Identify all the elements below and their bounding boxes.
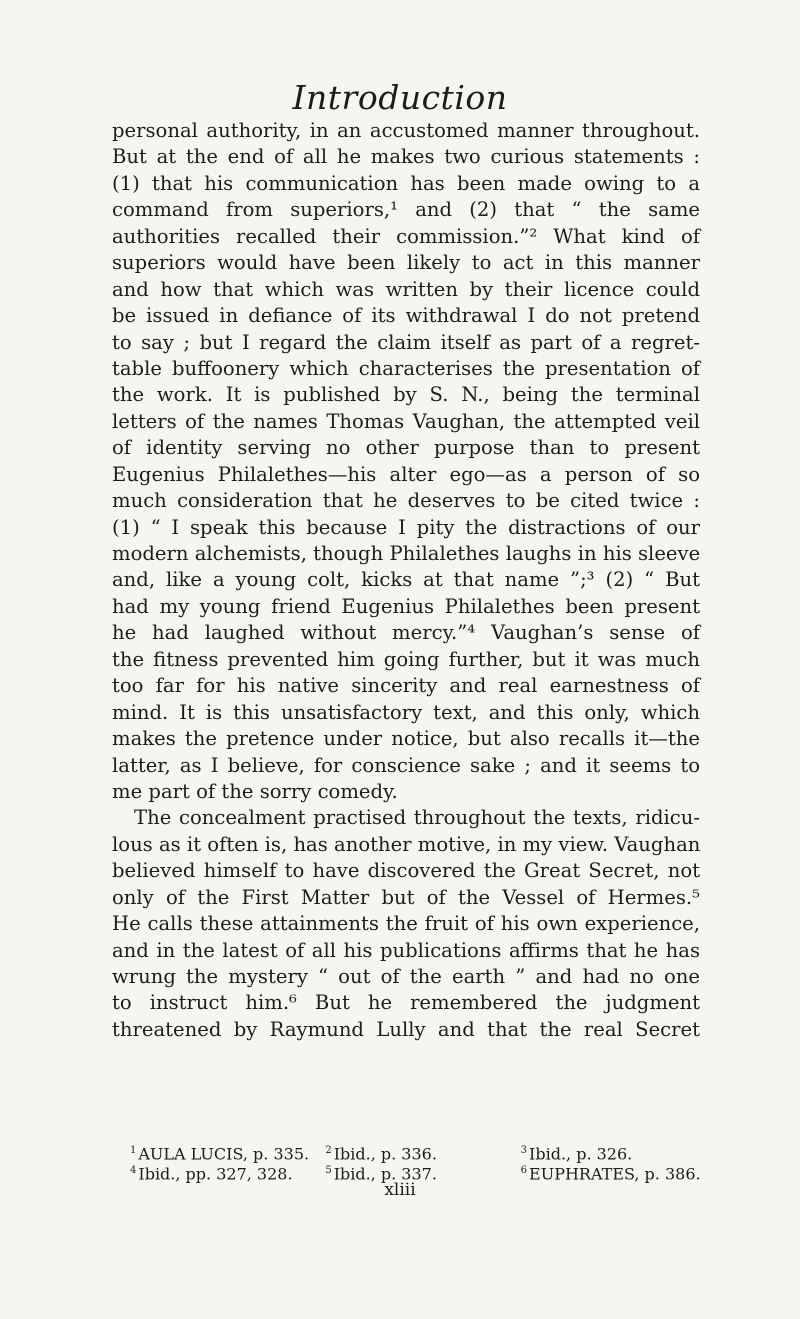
body-line: and in the latest of all his publications affirms that he has	[112, 938, 700, 962]
body-line: lous as it often is, has another motive, in my view. Vaughan	[112, 832, 701, 856]
footnote	[311, 1141, 506, 1164]
body-line: personal authority, in an accustomed manner throughout.	[112, 119, 700, 142]
footnote-mark: 6	[520, 1165, 528, 1176]
footnote-mark: 5	[325, 1165, 332, 1176]
body-line: be issued in defiance of its withdrawal I do not pretend	[112, 304, 700, 328]
page-number: xliii	[384, 1180, 416, 1200]
footnote-text: Ibid., p. 326.	[529, 1144, 633, 1164]
body-line: command from superiors,¹ and (2) that “ the same	[112, 198, 700, 222]
body-line: to say ; but I regard the claim itself as part of a regret-	[112, 330, 700, 354]
body-line: Eugenius Philalethes—his alter ego—as a person of so	[112, 462, 700, 486]
body-line: and, like a young colt, kicks at that name ”;³ (2) “ But	[112, 568, 700, 592]
body-line: authorities recalled their commission.”² What kind of	[112, 224, 700, 248]
body-line: latter, as I believe, for conscience sake ; and it seems to	[112, 753, 700, 777]
footnote-text: Ibid., p. 336.	[333, 1144, 437, 1164]
body-line: he had laughed without mercy.”⁴ Vaughan’s sense of	[112, 621, 700, 645]
body-line: superiors would have been likely to act in this manner	[112, 251, 700, 275]
footnote-text: Ibid., p. 337.	[333, 1164, 437, 1184]
footnote-text: EUPHRATES, p. 386.	[529, 1164, 701, 1184]
body-line: wrung the mystery “ out of the earth ” and had no one	[112, 965, 700, 988]
body-line: makes the pretence under notice, but also recalls it—the	[112, 727, 700, 751]
footnote	[507, 1161, 702, 1184]
body-line: me part of the sorry comedy.	[112, 779, 398, 803]
body-line: He calls these attainments the fruit of his own experience,	[112, 912, 700, 936]
body-line: the work. It is published by S. N., being the terminal	[112, 383, 700, 407]
body-text	[112, 118, 700, 1043]
body-line: mind. It is this unsatisfactory text, and this only, which	[112, 700, 700, 724]
body-line: the fitness prevented him going further, but it was much	[112, 647, 700, 671]
footnote-mark: 2	[325, 1145, 332, 1156]
body-line: believed himself to have discovered the Great Secret, not	[112, 859, 700, 883]
body-line: (1) “ I speak this because I pity the distractions of our	[112, 515, 700, 539]
body-line: only of the First Matter but of the Vessel of Hermes.⁵	[112, 885, 700, 909]
footnote	[507, 1141, 702, 1164]
body-line: letters of the names Thomas Vaughan, the attempted veil	[112, 409, 700, 433]
running-header: Introduction	[292, 78, 508, 117]
footnote	[112, 1161, 311, 1184]
body-line: modern alchemists, though Philalethes laughs in his sleeve	[112, 542, 701, 565]
footnotes	[112, 1141, 702, 1184]
body-line: too far for his native sincerity and real earnestness of	[112, 674, 700, 698]
body-line: (1) that his communication has been made owing to a	[112, 171, 700, 195]
body-line: threatened by Raymund Lully and that the real Secret	[112, 1017, 700, 1041]
body-line: much consideration that he deserves to be cited twice :	[112, 489, 700, 513]
body-line: The concealment practised throughout the texts, ridicu-	[134, 806, 700, 830]
footnote-text: Ibid., pp. 327, 328.	[138, 1164, 293, 1184]
body-line: But at the end of all he makes two curious statements :	[112, 145, 700, 169]
body-line: of identity serving no other purpose than to present	[112, 436, 700, 460]
body-line: had my young friend Eugenius Philalethes been present	[112, 594, 700, 618]
footnote	[311, 1161, 506, 1184]
body-line: to instruct him.⁶ But he remembered the judgment	[112, 991, 700, 1015]
footnote-text: AULA LUCIS, p. 335.	[138, 1144, 310, 1164]
footnote-row	[112, 1141, 702, 1164]
footnote-row	[112, 1161, 702, 1184]
footnote-mark: 1	[130, 1145, 137, 1156]
body-line: table buffoonery which characterises the presentation of	[112, 356, 700, 380]
footnote-mark: 3	[520, 1145, 528, 1156]
footnote-mark: 4	[130, 1165, 137, 1176]
body-line: and how that which was written by their licence could	[112, 277, 700, 301]
footnote	[112, 1141, 311, 1164]
